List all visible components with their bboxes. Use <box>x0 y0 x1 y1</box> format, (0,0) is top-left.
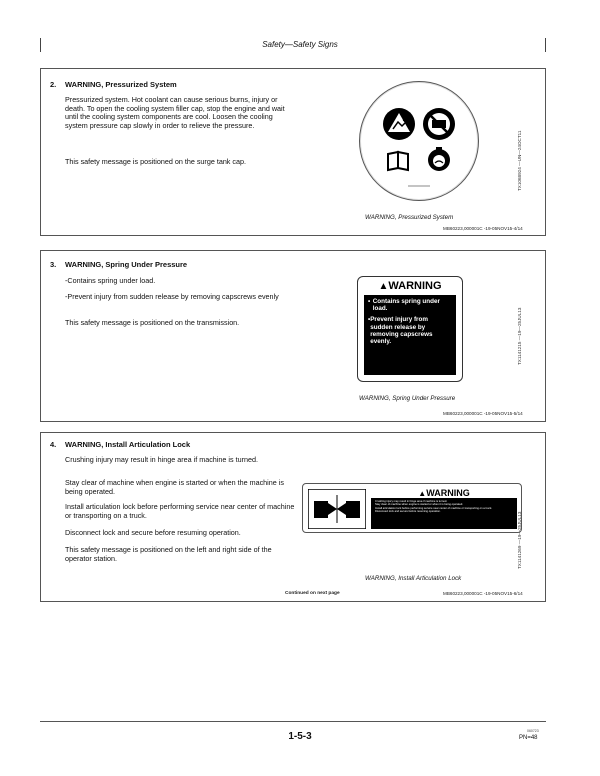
pn-label: PN=48 <box>519 735 538 741</box>
warning-line: Install articulation lock before performing service near center of machine or transporting on a truck. <box>375 506 493 510</box>
section-articulation-lock <box>40 432 546 602</box>
warning-line: Stay clear of machine when engine is started or when it is being operated. <box>375 503 463 507</box>
section-number: 4. <box>50 440 57 449</box>
figure-caption: WARNING, Install Articulation Lock <box>365 575 462 582</box>
no-open-icon <box>423 108 455 140</box>
warning-line: Crushing injury may result in hinge area if machine is turned. <box>375 500 448 503</box>
spring-warning-decal <box>357 276 463 382</box>
section-number: 2. <box>50 80 57 89</box>
reference-code: MB60223,000001C -19-05NOV15-6/14 <box>443 591 523 596</box>
articulation-warning-decal <box>302 483 522 533</box>
section-title: WARNING, Pressurized System <box>65 80 177 89</box>
paragraph: Crushing injury may result in hinge area if machine is turned. <box>65 455 258 464</box>
continued-note: Continued on next page <box>285 591 340 596</box>
page-header-title: Safety—Safety Signs <box>262 40 338 49</box>
warning-triangle-icon: ▲ <box>378 281 389 292</box>
paragraph: -Contains spring under load. <box>65 276 156 285</box>
paragraph: This safety message is positioned on the left and right side of the operator station. <box>65 545 272 563</box>
hot-spray-icon <box>383 108 415 140</box>
paragraph: -Prevent injury from sudden release by removing capscrews evenly <box>65 292 279 301</box>
warning-lines <box>375 500 514 513</box>
pressurized-system-decal <box>359 81 479 201</box>
figure-caption: WARNING, Pressurized System <box>365 214 454 221</box>
figure-id: TX1068924 —UN—24OCT11 <box>517 130 522 191</box>
section-spring-under-pressure <box>40 250 546 422</box>
warning-bullet-text: Prevent injury from sudden release by removing capscrews evenly. <box>370 316 433 346</box>
warning-header-text: WARNING <box>388 280 442 292</box>
warning-header <box>371 488 517 498</box>
footer-rule <box>40 721 546 722</box>
section-number: 3. <box>50 260 57 269</box>
manual-book-icon <box>388 152 408 170</box>
section-title: WARNING, Install Articulation Lock <box>65 440 191 449</box>
coolant-level-icon <box>428 147 450 171</box>
warning-bullet: • Contains spring under load. <box>368 298 452 312</box>
paragraph: Disconnect lock and secure before resuming operation. <box>65 528 241 537</box>
warning-bullet: • Prevent injury from sudden release by removing capscrews evenly. <box>368 316 452 345</box>
warning-body <box>364 295 456 375</box>
crush-hazard-icon <box>308 489 366 529</box>
paragraph: Pressurized system. Hot coolant can cause serious burns, injury or death. To open the cooling system filler cap, stop the engine and wait until the cooling system components are cool. Loosen the cooling system pressure cap slowly in order to relieve the pressure. <box>65 95 285 130</box>
decal-graphic <box>360 82 478 200</box>
warning-header-text: WARNING <box>426 488 470 498</box>
figure-id: TX1141269 —19—25JUL13 <box>517 511 522 569</box>
figure-caption: WARNING, Spring Under Pressure <box>359 395 456 402</box>
footer-code: 060723 <box>527 729 539 733</box>
warning-header <box>358 280 462 292</box>
reference-code: MB60223,000001C -19-05NOV15-4/14 <box>443 226 523 231</box>
page-number: 1-5-3 <box>288 731 312 742</box>
warning-panel <box>371 488 517 529</box>
section-title: WARNING, Spring Under Pressure <box>65 260 188 269</box>
paragraph: This safety message is positioned on the surge tank cap. <box>65 157 246 166</box>
reference-code: MB60223,000001C -19-05NOV15-5/14 <box>443 411 523 416</box>
figure-id: TX1141215 —19—25JUL13 <box>517 307 522 365</box>
warning-line: Disconnect lock and secure before resuming operation. <box>375 509 441 513</box>
paragraph: Stay clear of machine when engine is started or when the machine is being operated. <box>65 478 284 496</box>
warning-triangle-icon: ▲ <box>418 489 427 498</box>
paragraph: This safety message is positioned on the transmission. <box>65 318 240 327</box>
section-pressurized-system <box>40 68 546 236</box>
warning-bullet-text: Contains spring under load. <box>372 298 440 313</box>
paragraph: Install articulation lock before performing service near center of machine or transporting on a truck. <box>65 502 295 520</box>
